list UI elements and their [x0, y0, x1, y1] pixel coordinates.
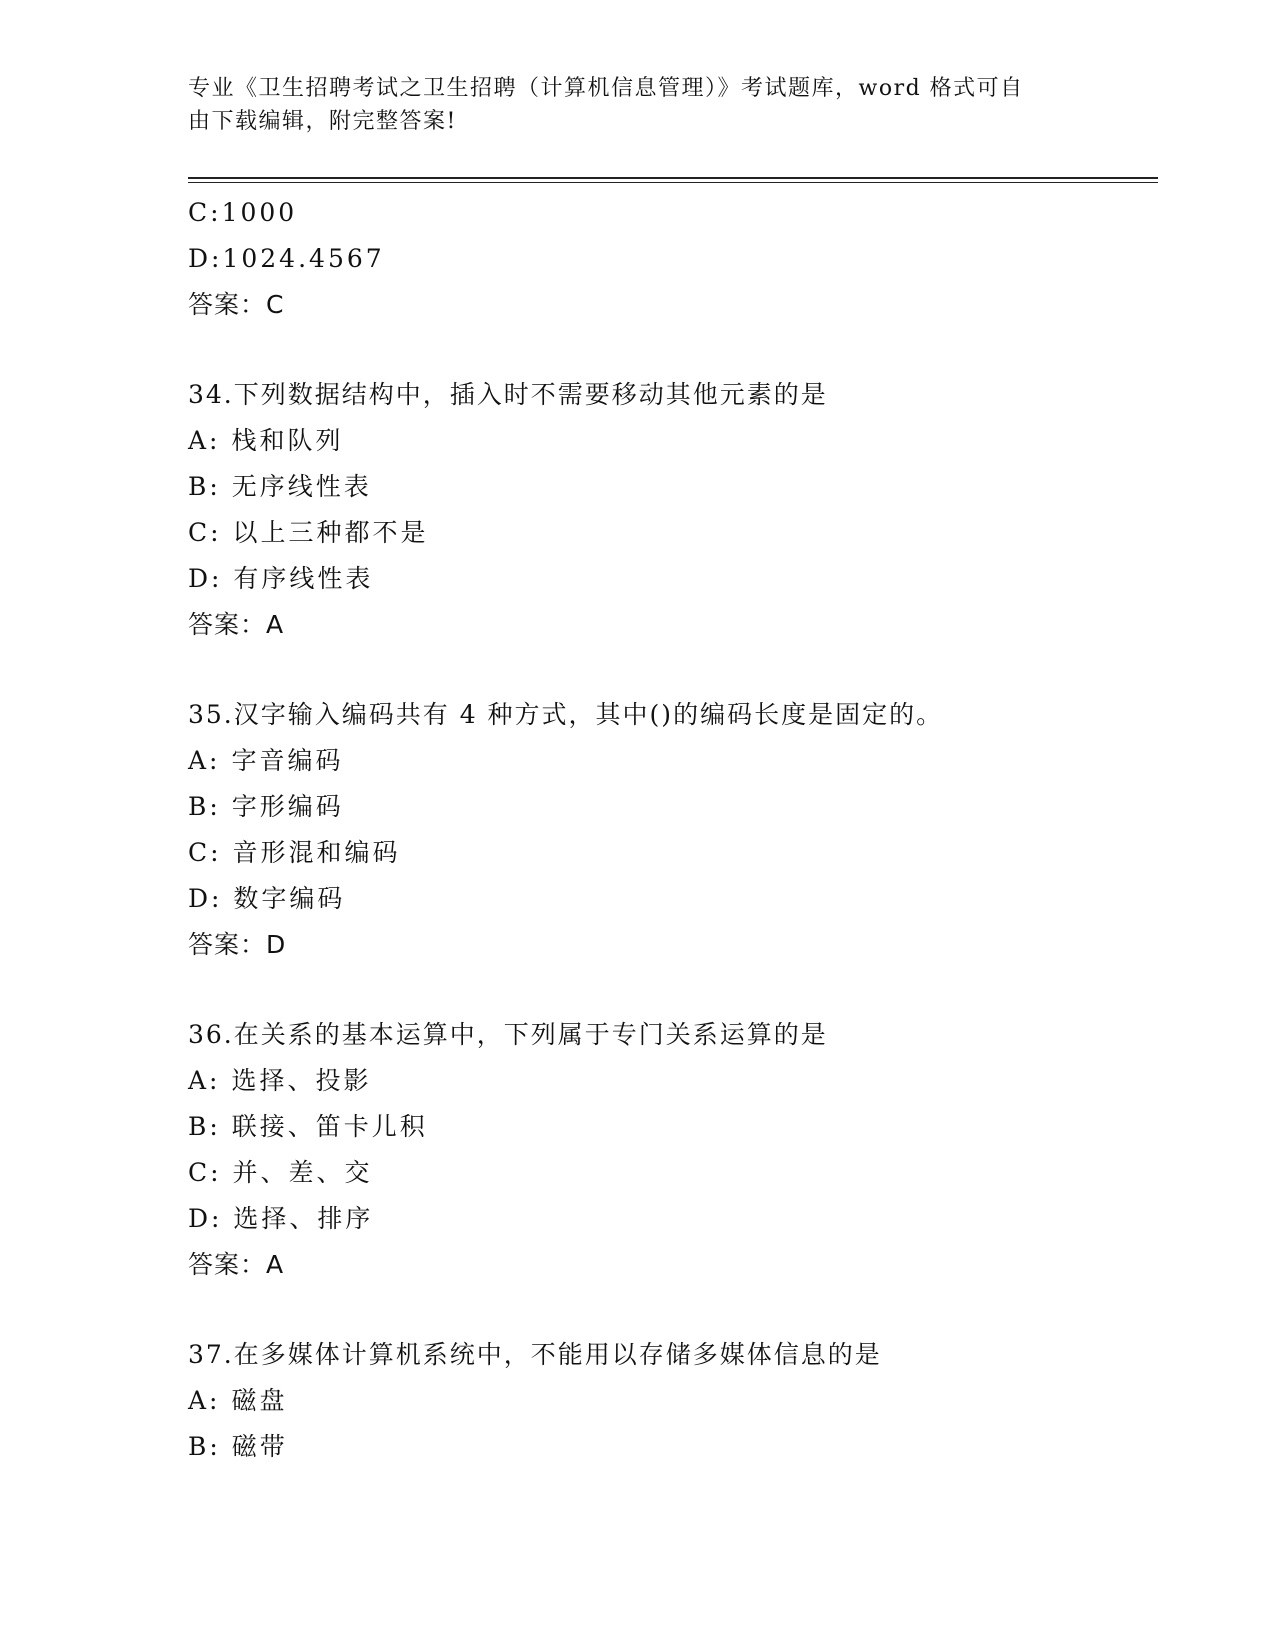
option-label: A:	[188, 1386, 221, 1415]
answer-line: 答案：A	[188, 1250, 285, 1279]
option-label: D:	[188, 1204, 223, 1233]
option-a	[188, 738, 1158, 784]
option-text: 磁带	[231, 1432, 288, 1461]
option-c	[188, 190, 1158, 236]
answer-line: 答案：A	[188, 610, 285, 639]
option-label: D:	[188, 884, 223, 913]
option-label: C:	[188, 838, 222, 867]
header-divider	[188, 177, 1158, 183]
option-c	[188, 1150, 1158, 1196]
option-text: 联接、笛卡儿积	[231, 1112, 428, 1141]
option-text: 以上三种都不是	[232, 518, 429, 547]
option-text: 栈和队列	[231, 426, 344, 455]
header-line-1: 专业《卫生招聘考试之卫生招聘（计算机信息管理）》考试题库，word 格式可自	[188, 76, 1024, 101]
option-d	[188, 876, 1158, 922]
answer-line: 答案：D	[188, 930, 287, 959]
option-text: 磁盘	[231, 1386, 288, 1415]
option-d	[188, 1196, 1158, 1242]
question-list	[188, 190, 1158, 1470]
spacer	[188, 648, 1158, 692]
option-d	[188, 556, 1158, 602]
question-title: 34.下列数据结构中，插入时不需要移动其他元素的是	[188, 380, 828, 409]
option-a	[188, 1058, 1158, 1104]
option-text: 1000	[221, 198, 298, 227]
header-line-2: 由下载编辑，附完整答案!	[188, 109, 457, 134]
option-label: D:	[188, 244, 223, 273]
option-b	[188, 1424, 1158, 1470]
option-label: B:	[188, 1112, 221, 1141]
option-label: D:	[188, 564, 223, 593]
option-c	[188, 830, 1158, 876]
spacer	[188, 328, 1158, 372]
question-title: 36.在关系的基本运算中，下列属于专门关系运算的是	[188, 1020, 828, 1049]
option-a	[188, 1378, 1158, 1424]
option-text: 选择、投影	[231, 1066, 372, 1095]
option-text: 并、差、交	[232, 1158, 373, 1187]
option-b	[188, 1104, 1158, 1150]
question-title: 37.在多媒体计算机系统中，不能用以存储多媒体信息的是	[188, 1340, 882, 1369]
option-label: A:	[188, 1066, 221, 1095]
option-c	[188, 510, 1158, 556]
option-text: 音形混和编码	[232, 838, 401, 867]
option-text: 数字编码	[233, 884, 346, 913]
option-text: 字音编码	[231, 746, 344, 775]
option-label: A:	[188, 746, 221, 775]
option-label: C:	[188, 198, 222, 227]
option-label: B:	[188, 1432, 221, 1461]
option-text: 1024.4567	[222, 244, 385, 273]
spacer	[188, 1288, 1158, 1332]
document-page	[188, 0, 1158, 1650]
option-text: 字形编码	[231, 792, 344, 821]
question-title: 35.汉字输入编码共有 4 种方式，其中()的编码长度是固定的。	[188, 700, 944, 729]
option-label: B:	[188, 792, 221, 821]
answer-line: 答案：C	[188, 290, 285, 319]
option-label: B:	[188, 472, 221, 501]
option-d	[188, 236, 1158, 282]
option-b	[188, 784, 1158, 830]
option-label: C:	[188, 1158, 222, 1187]
option-text: 选择、排序	[233, 1204, 374, 1233]
document-header	[188, 72, 1088, 138]
option-text: 无序线性表	[231, 472, 372, 501]
option-label: C:	[188, 518, 222, 547]
spacer	[188, 968, 1158, 1012]
option-text: 有序线性表	[233, 564, 374, 593]
option-b	[188, 464, 1158, 510]
option-label: A:	[188, 426, 221, 455]
option-a	[188, 418, 1158, 464]
